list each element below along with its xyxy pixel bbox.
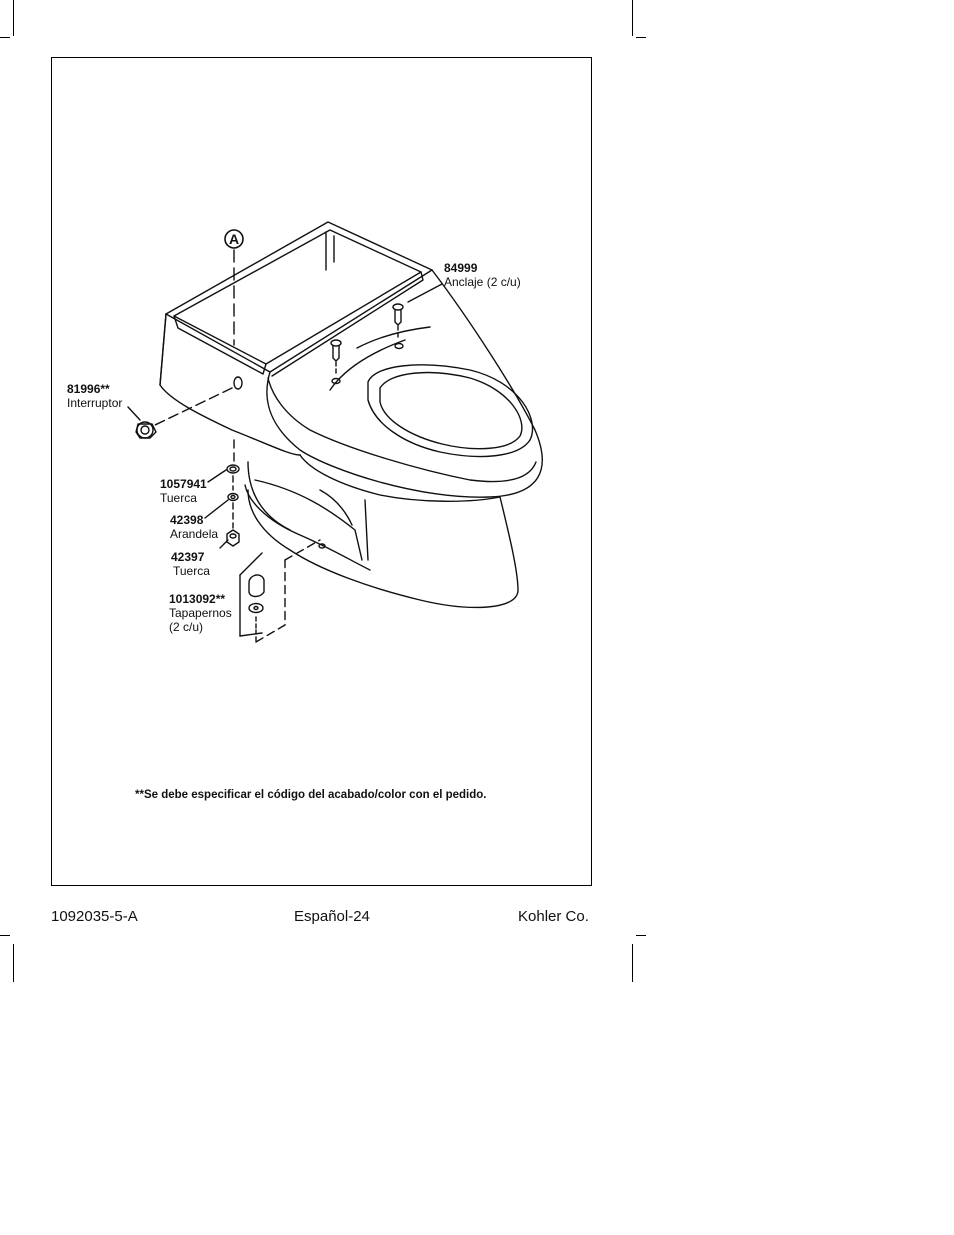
part-label-1057941 bbox=[160, 477, 207, 505]
part-number: 1013092** bbox=[169, 592, 226, 606]
footer-company: Kohler Co. bbox=[518, 908, 589, 925]
part-number: 1057941 bbox=[160, 477, 207, 491]
part-quantity: (2 c/u) bbox=[169, 620, 204, 634]
part-number: 42398 bbox=[170, 513, 204, 527]
part-label-1013092 bbox=[169, 592, 232, 634]
part-name: Anclaje (2 c/u) bbox=[444, 275, 521, 289]
part-label-84999 bbox=[444, 261, 521, 289]
footer-page-label: Español-24 bbox=[294, 908, 370, 925]
part-name: Tuerca bbox=[160, 491, 197, 505]
part-label-42398 bbox=[170, 513, 218, 541]
part-name: Tapapernos bbox=[169, 606, 232, 620]
part-number: 84999 bbox=[444, 261, 478, 275]
order-note: **Se debe especificar el código del acabado/color con el pedido. bbox=[135, 789, 487, 801]
part-name: Interruptor bbox=[67, 396, 123, 410]
part-number: 42397 bbox=[171, 550, 205, 564]
part-label-42397 bbox=[171, 550, 210, 578]
part-name: Tuerca bbox=[173, 564, 210, 578]
footer-doc-number: 1092035-5-A bbox=[51, 908, 138, 925]
part-name: Arandela bbox=[170, 527, 219, 541]
part-label-81996 bbox=[67, 382, 122, 410]
callout-a-letter: A bbox=[228, 231, 240, 247]
part-number: 81996** bbox=[67, 382, 110, 396]
